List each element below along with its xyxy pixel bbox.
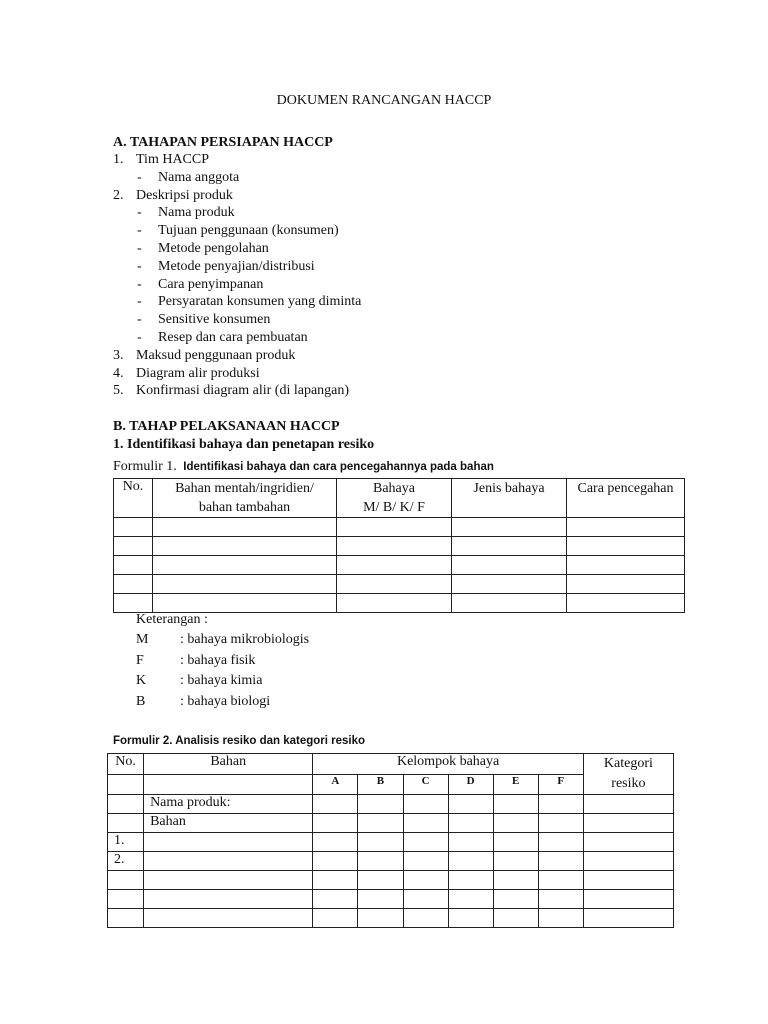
keterangan-code: K: [136, 673, 147, 688]
section-a-heading: A. TAHAPAN PERSIAPAN HACCP: [113, 135, 333, 150]
table-row: [108, 795, 674, 814]
list-item-text: Persyaratan konsumen yang diminta: [158, 294, 362, 310]
keterangan-desc: : bahaya biologi: [180, 693, 271, 709]
table1-header-row: [114, 479, 685, 518]
table-row: [114, 575, 685, 594]
table1-header-jenis: Jenis bahaya: [452, 479, 567, 518]
formulir1-prefix: Formulir 1.: [113, 459, 177, 474]
document-title: DOKUMEN RANCANGAN HACCP: [276, 93, 492, 108]
table-row: [108, 890, 674, 909]
table2-letter-a: A: [313, 774, 358, 795]
keterangan-desc: : bahaya mikrobiologis: [180, 632, 310, 647]
list-item-text: Sensitive konsumen: [158, 312, 271, 328]
list-item-marker: -: [137, 330, 142, 345]
keterangan-code: B: [136, 693, 146, 709]
table1-header-no: No.: [114, 479, 153, 518]
list-item-text: Nama anggota: [158, 169, 240, 185]
keterangan-desc: : bahaya fisik: [180, 652, 256, 668]
list-item-marker: -: [137, 258, 142, 274]
list-item-text: Nama produk: [158, 205, 235, 221]
table-row: [108, 852, 674, 871]
table2-cell-num-2: 2.: [108, 852, 144, 871]
list-item-marker: 2.: [113, 187, 124, 203]
list-item-text: Metode penyajian/distribusi: [158, 258, 315, 274]
list-item-marker: -: [137, 169, 142, 185]
table2-cell-num-1: 1.: [108, 833, 144, 852]
table2-cell-nama-produk: Nama produk:: [144, 795, 313, 814]
table-row: [114, 537, 685, 556]
keterangan-label: Keterangan :: [136, 612, 208, 627]
section-b-sub1: 1. Identifikasi bahaya dan penetapan resiko: [113, 437, 375, 452]
table-row: [114, 556, 685, 575]
list-item-text: Tim HACCP: [136, 152, 210, 167]
list-item-marker: 1.: [113, 152, 124, 167]
keterangan-code: F: [136, 652, 144, 668]
list-item-text: Cara penyimpanan: [158, 276, 264, 292]
table1-header-pencegahan: Cara pencegahan: [567, 479, 685, 518]
table2-letter-e: E: [493, 774, 538, 795]
table-formulir-1: [113, 478, 685, 613]
list-item-marker: -: [137, 205, 142, 221]
list-item-marker: -: [137, 241, 142, 256]
table2-header-no: No.: [108, 754, 144, 775]
table-row: [108, 833, 674, 852]
table-row: [108, 871, 674, 890]
list-item-text: Tujuan penggunaan (konsumen): [158, 223, 339, 239]
table2-header-kelompok: Kelompok bahaya: [313, 754, 583, 775]
table-row: [108, 814, 674, 833]
list-item-marker: -: [137, 294, 142, 310]
list-item-marker: 3.: [113, 347, 124, 363]
table2-letter-d: D: [448, 774, 493, 795]
table-row: [114, 594, 685, 613]
table1-header-bahan: Bahan mentah/ingridien/ bahan tambahan: [153, 479, 337, 518]
table2-header-bahan: Bahan: [144, 754, 313, 775]
list-item-marker: -: [137, 276, 142, 292]
section-b-heading: B. TAHAP PELAKSANAAN HACCP: [113, 419, 340, 434]
table1-header-bahaya: Bahaya M/ B/ K/ F: [337, 479, 452, 518]
formulir2-title: Formulir 2. Analisis resiko dan kategori resiko: [113, 735, 366, 747]
table2-header-kategori: Kategori resiko: [583, 754, 673, 795]
list-item-marker: 5.: [113, 383, 124, 399]
list-item-text: Diagram alir produksi: [136, 365, 260, 381]
list-item-text: Resep dan cara pembuatan: [158, 330, 308, 345]
table2-letter-b: B: [358, 774, 403, 795]
table2-letter-c: C: [403, 774, 448, 795]
list-item-text: Deskripsi produk: [136, 187, 233, 203]
list-item-text: Maksud penggunaan produk: [136, 347, 296, 363]
formulir1-title: Identifikasi bahaya dan cara pencegahannya pada bahan: [183, 461, 494, 473]
formulir1-label: [113, 459, 494, 475]
table2-cell-bahan: Bahan: [144, 814, 313, 833]
table2-header-row: [108, 754, 674, 775]
list-item-marker: -: [137, 223, 142, 239]
list-item-marker: -: [137, 312, 142, 328]
table-formulir-2: [107, 753, 674, 928]
list-item-text: Konfirmasi diagram alir (di lapangan): [136, 383, 350, 399]
table-row: [114, 518, 685, 537]
table2-letter-f: F: [538, 774, 583, 795]
list-item-marker: 4.: [113, 365, 124, 381]
keterangan-desc: : bahaya kimia: [180, 673, 263, 688]
keterangan-code: M: [136, 632, 149, 647]
table-row: [108, 909, 674, 928]
list-item-text: Metode pengolahan: [158, 241, 269, 256]
